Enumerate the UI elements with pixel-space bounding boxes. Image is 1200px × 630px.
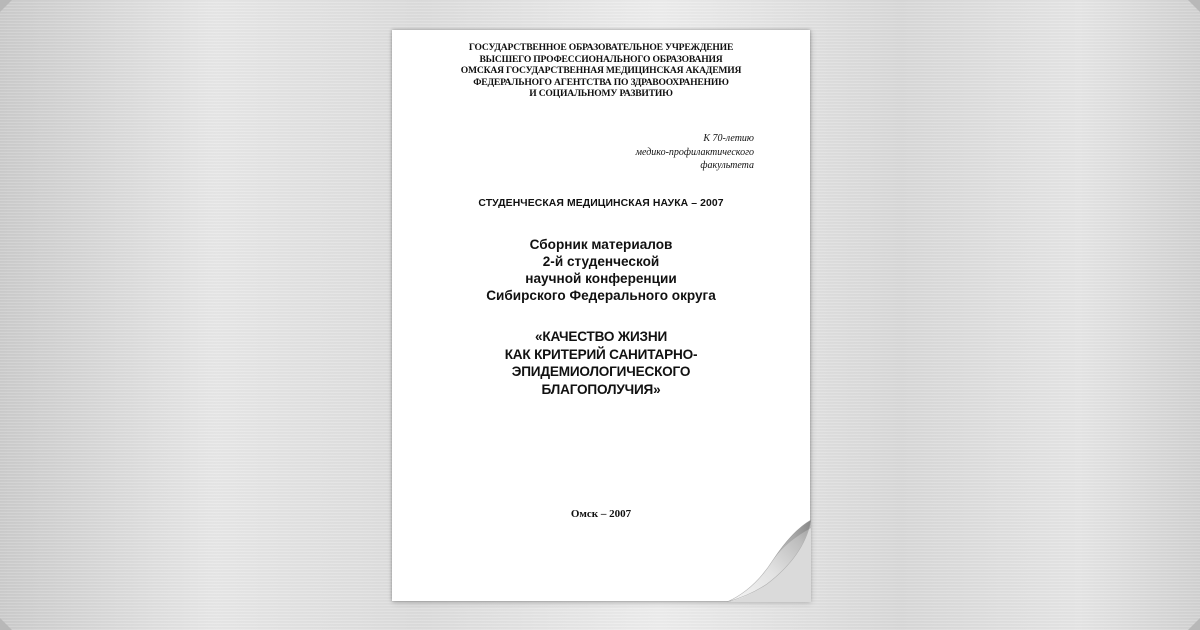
- corner-decoration-top-right: [1188, 0, 1200, 12]
- collection-title: [392, 236, 810, 304]
- header-line: ОМСКАЯ ГОСУДАРСТВЕННАЯ МЕДИЦИНСКАЯ АКАДЕМИЯ: [460, 65, 742, 76]
- curl-shadow: [773, 520, 811, 560]
- corner-decoration-bottom-left: [0, 618, 12, 630]
- conference-topic: [392, 328, 810, 398]
- header-line: ВЫСШЕГО ПРОФЕССИОНАЛЬНОГО ОБРАЗОВАНИЯ: [479, 53, 723, 65]
- collection-line: 2-й студенческой: [542, 254, 660, 269]
- institution-header: [392, 42, 810, 100]
- collection-line: Сибирского Федерального округа: [486, 288, 716, 303]
- topic-line: БЛАГОПОЛУЧИЯ»: [541, 381, 661, 397]
- dedication-line: медико-профилактического: [635, 146, 754, 158]
- header-line: ФЕДЕРАЛЬНОГО АГЕНТСТВА ПО ЗДРАВООХРАНЕНИЮ: [473, 76, 729, 88]
- curl-background: [727, 520, 811, 602]
- topic-line: ЭПИДЕМИОЛОГИЧЕСКОГО: [511, 364, 691, 379]
- corner-decoration-top-left: [0, 0, 12, 12]
- dedication: [636, 132, 754, 173]
- dedication-line: факультета: [700, 160, 754, 171]
- header-line: ГОСУДАРСТВЕННОЕ ОБРАЗОВАТЕЛЬНОЕ УЧРЕЖДЕНИЕ: [468, 42, 734, 53]
- collection-line: Сборник материалов: [529, 237, 673, 252]
- topic-line: КАК КРИТЕРИЙ САНИТАРНО-: [504, 346, 698, 362]
- document-page: [392, 30, 810, 601]
- collection-line: научной конференции: [525, 271, 677, 286]
- city-year: Омск – 2007: [570, 508, 632, 520]
- series-title: СТУДЕНЧЕСКАЯ МЕДИЦИНСКАЯ НАУКА – 2007: [478, 198, 724, 209]
- header-line: И СОЦИАЛЬНОМУ РАЗВИТИЮ: [529, 88, 673, 99]
- curl-fold: [727, 520, 811, 602]
- dedication-line: К 70-летию: [703, 133, 754, 144]
- corner-decoration-bottom-right: [1188, 618, 1200, 630]
- topic-line: «КАЧЕСТВО ЖИЗНИ: [534, 329, 668, 344]
